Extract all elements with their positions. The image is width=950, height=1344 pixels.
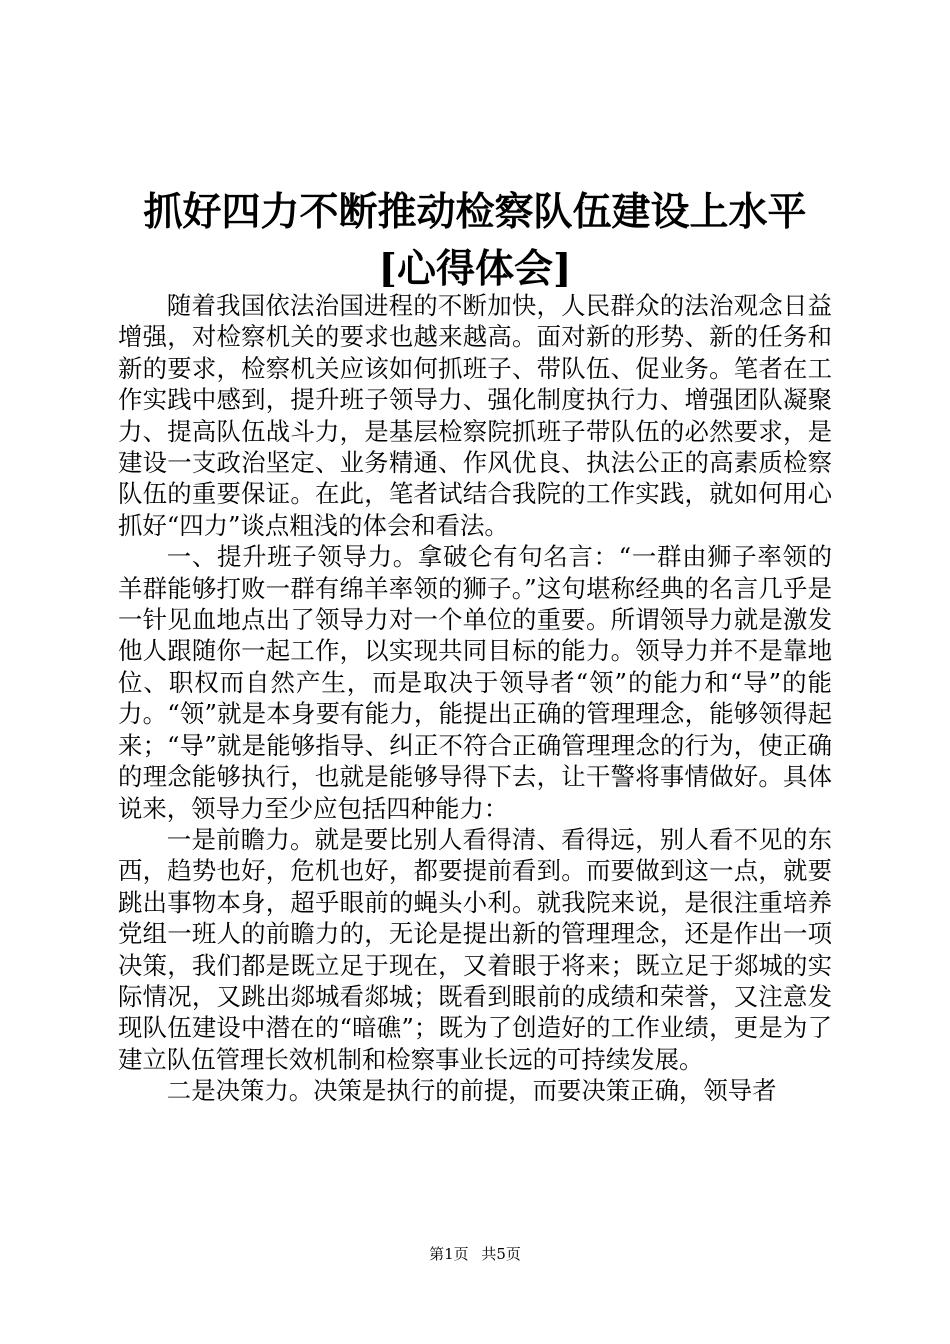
page-number: 第1页: [429, 1245, 469, 1263]
document-body: [118, 290, 832, 1107]
paragraph-foresight: 一是前瞻力。就是要比别人看得清、看得远，别人看不见的东西，趋势也好，危机也好，都要提前看到。而要做到这一点，就要跳出事物本身，超乎眼前的蝇头小利。就我院来说，是很注重培养党组一班人的前瞻力的，无论是提出新的管理理念，还是作出一项决策，我们都是既立足于现在，又着眼于将来；既立足于郯城的实际情况，又跳出郯城看郯城；既看到眼前的成绩和荣誉，又注意发现队伍建设中潜在的“暗礁”；既为了创造好的工作业绩，更是为了建立队伍管理长效机制和检察事业长远的可持续发展。: [118, 824, 832, 1074]
page-footer: [0, 1244, 950, 1264]
paragraph-section-1: 一、提升班子领导力。拿破仑有句名言：“一群由狮子率领的羊群能够打败一群有绵羊率领的狮子。”这句堪称经典的名言几乎是一针见血地点出了领导力对一个单位的重要。所谓领导力就是激发他人跟随你一起工作，以实现共同目标的能力。领导力并不是靠地位、职权而自然产生，而是取决于领导者“领”的能力和“导”的能力。“领”就是本身要有能力，能提出正确的管理理念，能够领得起来；“导”就是能够指导、纠正不符合正确管理理念的行为，使正确的理念能够执行，也就是能够导得下去，让干警将事情做好。具体说来，领导力至少应包括四种能力：: [118, 542, 832, 823]
page-total: 共5页: [481, 1245, 521, 1263]
paragraph-decision: 二是决策力。决策是执行的前提，而要决策正确，领导者: [166, 1076, 777, 1106]
paragraph-intro: 随着我国依法治国进程的不断加快，人民群众的法治观念日益增强，对检察机关的要求也越来越高。面对新的形势、新的任务和新的要求，检察机关应该如何抓班子、带队伍、促业务。笔者在工作实践中感到，提升班子领导力、强化制度执行力、增强团队凝聚力、提高队伍战斗力，是基层检察院抓班子带队伍的必然要求，是建设一支政治坚定、业务精通、作风优良、执法公正的高素质检察队伍的重要保证。在此，笔者试结合我院的工作实践，就如何用心抓好“四力”谈点粗浅的体会和看法。: [118, 291, 832, 540]
document-title: 抓好四力不断推动检察队伍建设上水平[心得体会]: [143, 189, 807, 292]
